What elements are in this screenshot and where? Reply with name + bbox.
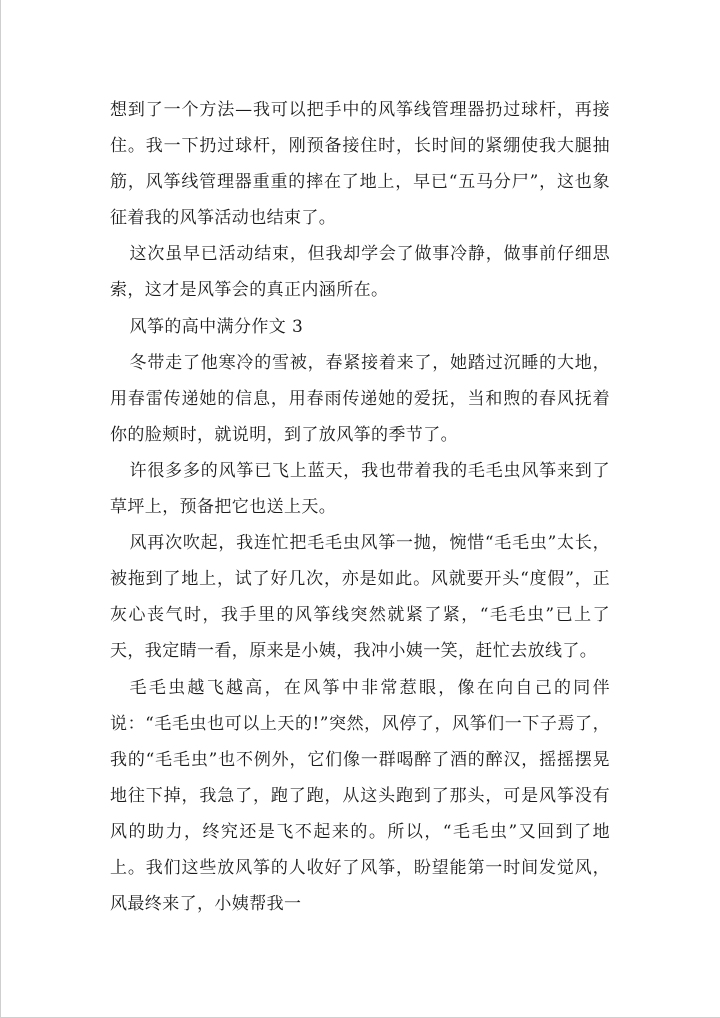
- paragraph-continued: 想到了一个方法—我可以把手中的风筝线管理器扔过球杆，再接住。我一下扔过球杆，刚预备接住时，长时间的紧绷使我大腿抽筋，风筝线管理器重重的摔在了地上，早已“五马分尸”，这也象征着我的风筝活动也结束了。: [110, 100, 610, 229]
- paragraph: 毛毛虫越飞越高，在风筝中非常惹眼，像在向自己的同伴说：“毛毛虫也可以上天的!”突然，风停了，风筝们一下子焉了，我的“毛毛虫”也不例外，它们像一群喝醉了酒的醉汉，摇摇摆晃地往下掉，我急了，跑了跑，从这头跑到了那头，可是风筝没有风的助力，终究还是飞不起来的。所以，“毛毛虫”又回到了地上。我们这些放风筝的人收好了风筝，盼望能第一时间发觉风，风最终来了，小姨帮我一: [110, 677, 610, 915]
- paragraph: 冬带走了他寒冷的雪被，春紧接着来了，她踏过沉睡的大地，用春雷传递她的信息，用春雨传递她的爱抚，当和煦的春风抚着你的脸颊时，就说明，到了放风筝的季节了。: [110, 352, 610, 445]
- paragraph: 许很多多的风筝已飞上蓝天，我也带着我的毛毛虫风筝来到了草坪上，预备把它也送上天。: [110, 460, 610, 518]
- paragraph: 风再次吹起，我连忙把毛毛虫风筝一抛，惋惜“毛毛虫”太长，被拖到了地上，试了好几次，亦是如此。风就要开头“度假”，正灰心丧气时，我手里的风筝线突然就紧了紧，“毛毛虫”已上了天，我定睛一看，原来是小姨，我冲小姨一笑，赶忙去放线了。: [110, 533, 610, 662]
- paragraph: 这次虽早已活动结束，但我却学会了做事冷静，做事前仔细思索，这才是风筝会的真正内涵所在。: [110, 244, 610, 301]
- document-body: [110, 92, 610, 922]
- section-heading: 风筝的高中满分作文 3: [129, 316, 304, 337]
